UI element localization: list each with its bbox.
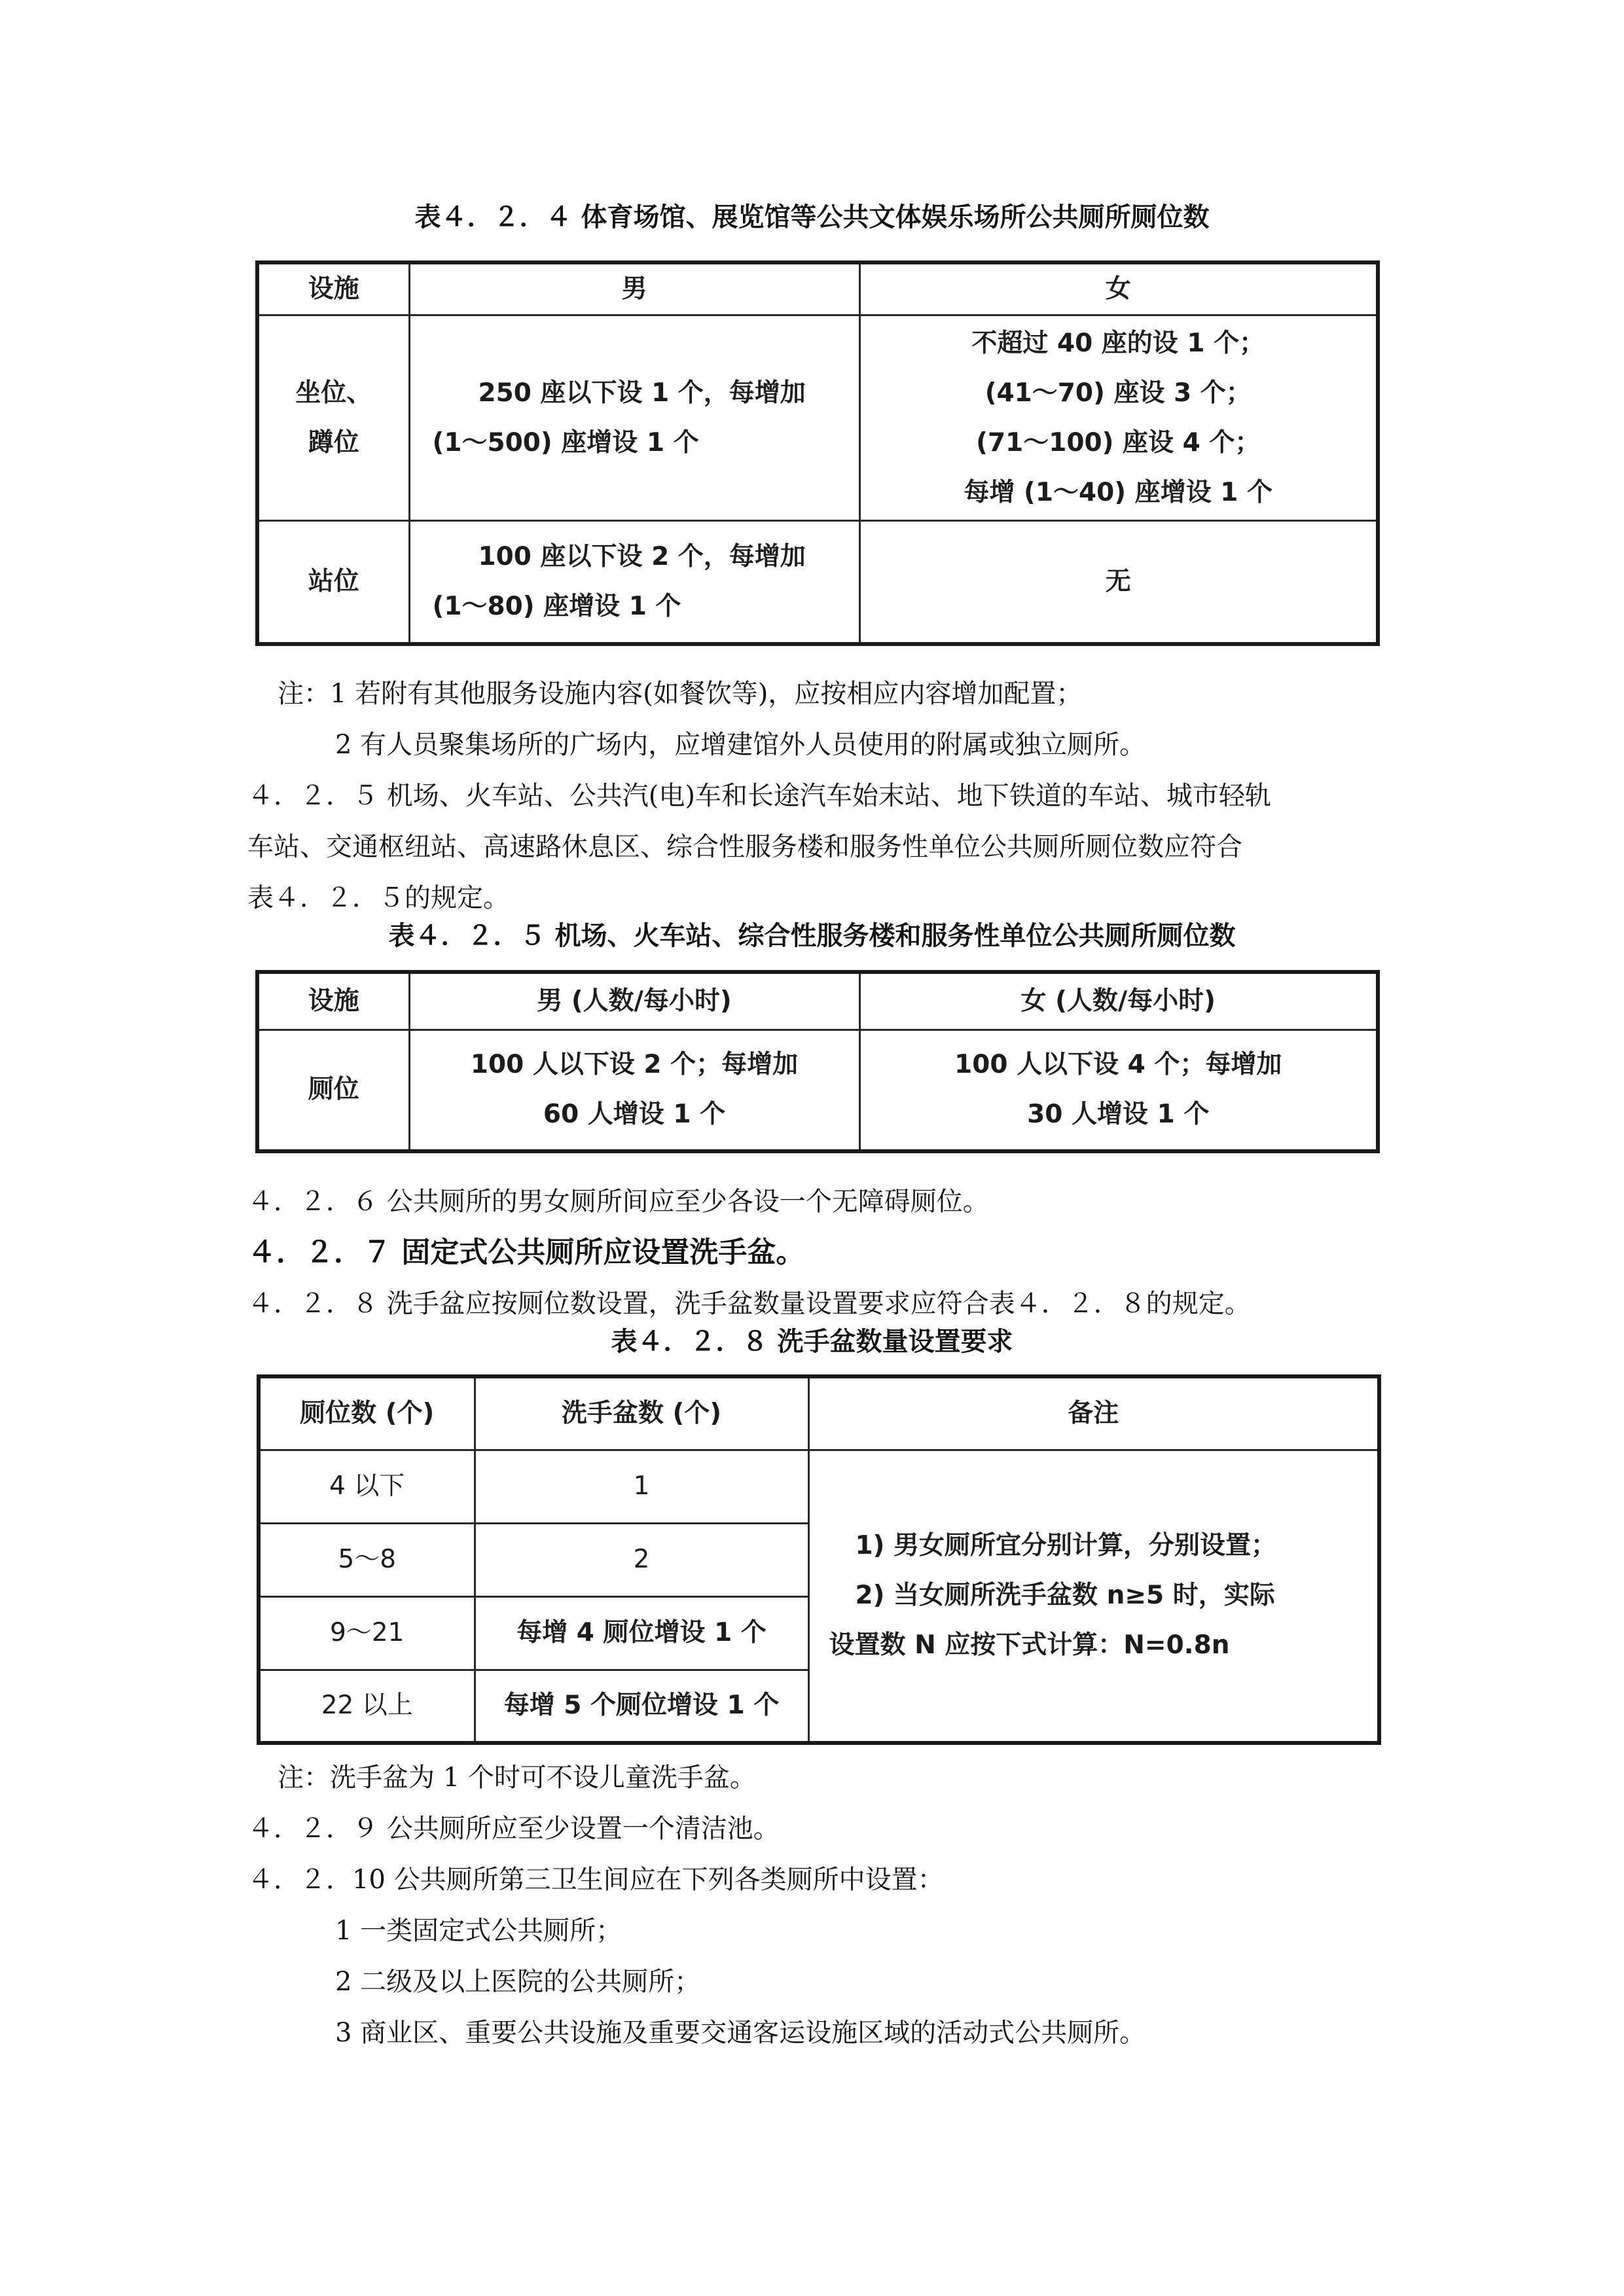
- female-cell: [859, 1030, 1378, 1151]
- cell-line: (71～100) 座设 4 个；: [976, 427, 1261, 457]
- cell-line: 100 人以下设 4 个；每增加: [954, 1050, 1282, 1080]
- cell-line: 30 人增设 1 个: [1027, 1100, 1210, 1130]
- male-cell: [409, 521, 859, 644]
- cell-line: 100 座以下设 2 个，每增加: [478, 541, 806, 571]
- note-424-1: 注：1 若附有其他服务设施内容(如餐饮等)，应按相应内容增加配置；: [278, 679, 1083, 709]
- table-424: [255, 260, 1380, 646]
- clause-426: ４．２．６ 公共厕所的男女厕所间应至少各设一个无障碍厕位。: [247, 1187, 989, 1217]
- header-male: 男: [409, 262, 859, 315]
- header-facility: 设施: [257, 972, 409, 1030]
- table-row: [257, 521, 1378, 644]
- cell-line: 1) 男女厕所宜分别计算，分别设置；: [855, 1531, 1277, 1561]
- table-header-row: [257, 262, 1378, 315]
- cell-line: 100 人以下设 2 个；每增加: [470, 1050, 799, 1080]
- list-item: 1 一类固定式公共厕所；: [335, 1916, 623, 1946]
- stalls-cell: 5～8: [259, 1523, 475, 1596]
- table-428-caption: 表４．２．８ 洗手盆数量设置要求: [611, 1327, 1013, 1357]
- cell-line: 2) 当女厕所洗手盆数 n≥5 时，实际: [855, 1581, 1275, 1611]
- stalls-cell: 9～21: [259, 1596, 475, 1670]
- cell-line: (1～80) 座增设 1 个: [432, 591, 681, 621]
- note-428: 注：洗手盆为 1 个时可不设儿童洗手盆。: [278, 1763, 756, 1793]
- cell-line: 蹲位: [308, 427, 359, 457]
- male-cell: [409, 1030, 859, 1151]
- header-female: 女: [859, 262, 1378, 315]
- cell-line: 不超过 40 座的设 1 个；: [971, 328, 1265, 358]
- cell-line: 每增 (1～40) 座增设 1 个: [964, 477, 1272, 507]
- clause-429: ４．２．９ 公共厕所应至少设置一个清洁池。: [247, 1814, 780, 1844]
- clause-427: ４．２．７ 固定式公共厕所应设置洗手盆。: [247, 1236, 805, 1269]
- table-428: [257, 1374, 1381, 1745]
- table-row: [257, 315, 1378, 521]
- list-item: 2 二级及以上医院的公共厕所；: [335, 1967, 701, 1997]
- male-cell: [409, 315, 859, 521]
- table-row: [259, 1450, 1379, 1523]
- table-424-caption: 表４．２．４ 体育场馆、展览馆等公共文体娱乐场所公共厕所厕位数: [414, 202, 1210, 232]
- cell-line: 250 座以下设 1 个，每增加: [478, 378, 806, 408]
- facility-cell: 厕位: [257, 1030, 409, 1151]
- table-425-caption: 表４．２．５ 机场、火车站、综合性服务楼和服务性单位公共厕所厕位数: [388, 921, 1236, 951]
- header-stalls: 厕位数 (个): [259, 1376, 475, 1450]
- table-row: [257, 1030, 1378, 1151]
- basins-cell: 2: [475, 1523, 808, 1596]
- table-header-row: [259, 1376, 1379, 1450]
- list-item: 3 商业区、重要公共设施及重要交通客运设施区域的活动式公共厕所。: [335, 2018, 1146, 2048]
- facility-cell: 站位: [257, 521, 409, 644]
- cell-line: (41～70) 座设 3 个；: [984, 378, 1252, 408]
- facility-cell: [257, 315, 409, 521]
- cell-line: 坐位、: [295, 378, 372, 408]
- stalls-cell: 4 以下: [259, 1450, 475, 1523]
- note-424-2: 2 有人员聚集场所的广场内，应增建馆外人员使用的附属或独立厕所。: [335, 730, 1146, 760]
- header-female: 女 (人数/每小时): [859, 972, 1378, 1030]
- clause-4210: ４．２．10 公共厕所第三卫生间应在下列各类厕所中设置：: [247, 1865, 944, 1895]
- female-cell: 无: [859, 521, 1378, 644]
- clause-425-line-2: 车站、交通枢纽站、高速路休息区、综合性服务楼和服务性单位公共厕所厕位数应符合: [247, 832, 1242, 862]
- basins-cell: 每增 4 厕位增设 1 个: [475, 1596, 808, 1670]
- clause-425-line-1: ４．２．５ 机场、火车站、公共汽(电)车和长途汽车始末站、地下铁道的车站、城市轻轨: [247, 781, 1271, 811]
- basins-cell: 1: [475, 1450, 808, 1523]
- female-cell: [859, 315, 1378, 521]
- header-remarks: 备注: [808, 1376, 1379, 1450]
- stalls-cell: 22 以上: [259, 1670, 475, 1743]
- table-header-row: [257, 972, 1378, 1030]
- remarks-cell: [808, 1450, 1379, 1743]
- basins-cell: 每增 5 个厕位增设 1 个: [475, 1670, 808, 1743]
- cell-line: (1～500) 座增设 1 个: [432, 427, 699, 457]
- header-facility: 设施: [257, 262, 409, 315]
- cell-line: 设置数 N 应按下式计算：N=0.8n: [829, 1630, 1230, 1660]
- table-425: [255, 970, 1380, 1153]
- header-male: 男 (人数/每小时): [409, 972, 859, 1030]
- clause-428: ４．２．８ 洗手盆应按厕位数设置，洗手盆数量设置要求应符合表４．２．８的规定。: [247, 1289, 1251, 1319]
- clause-425-line-3: 表４．２．５的规定。: [247, 883, 509, 913]
- cell-line: 60 人增设 1 个: [543, 1100, 726, 1130]
- header-basins: 洗手盆数 (个): [475, 1376, 808, 1450]
